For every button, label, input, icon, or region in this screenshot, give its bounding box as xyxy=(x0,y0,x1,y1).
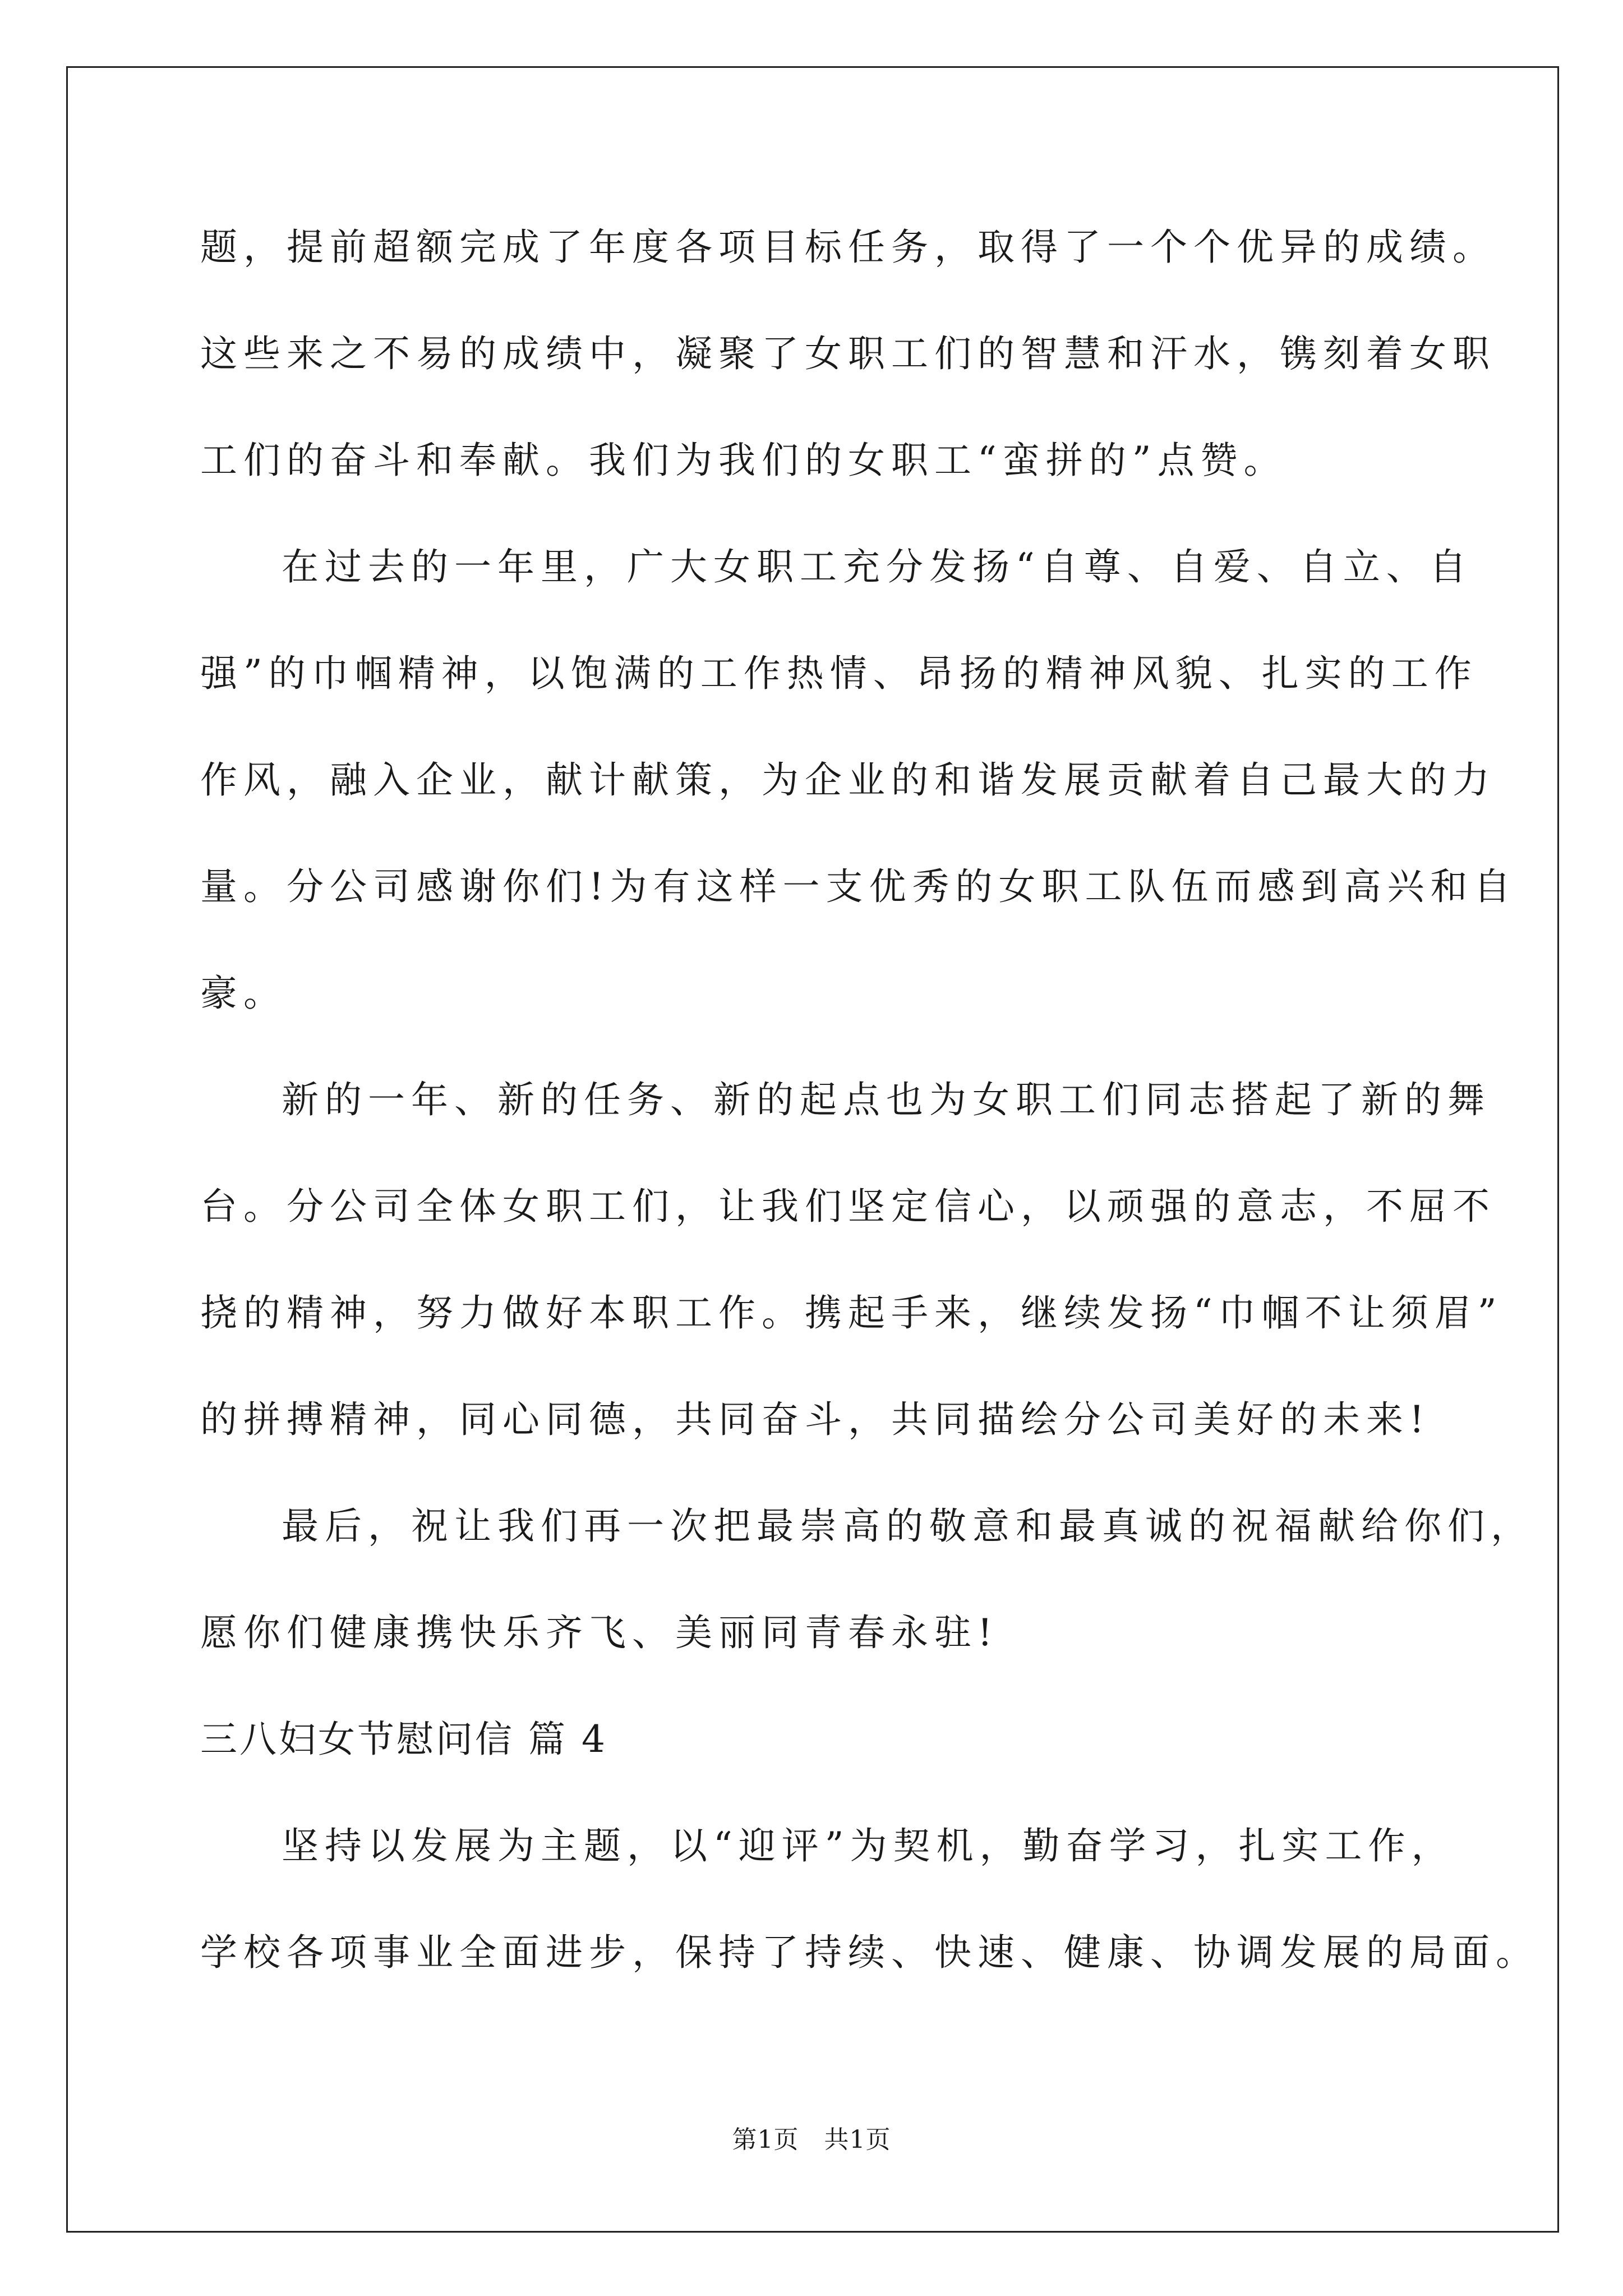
text-line: 新的一年、新的任务、新的起点也为女职工们同志搭起了新的舞 xyxy=(282,1078,1491,1121)
text-line: 作风，融入企业，献计献策，为企业的和谐发展贡献着自己最大的力 xyxy=(200,758,1496,802)
text-line: 愿你们健康携快乐齐飞、美丽同青春永驻! xyxy=(200,1611,999,1654)
text-line: 在过去的一年里，广大女职工充分发扬“自尊、自爱、自立、自 xyxy=(282,545,1473,588)
text-line: 最后，祝让我们再一次把最崇高的敬意和最真诚的祝福献给你们， xyxy=(282,1504,1534,1548)
text-line: 强”的巾帼精神，以饱满的工作热情、昂扬的精神风貌、扎实的工作 xyxy=(200,652,1478,695)
text-line: 豪。 xyxy=(200,972,287,1015)
text-line: 的拼搏精神，同心同德，共同奋斗，共同描绘分公司美好的未来! xyxy=(200,1398,1431,1441)
text-line: 学校各项事业全面进步，保持了持续、快速、健康、协调发展的局面。 xyxy=(200,1931,1539,1974)
text-line: 题，提前超额完成了年度各项目标任务，取得了一个个优异的成绩。 xyxy=(200,226,1496,269)
text-line: 坚持以发展为主题，以“迎评”为契机，勤奋学习，扎实工作， xyxy=(282,1824,1455,1867)
section-heading: 三八妇女节慰问信 篇 4 xyxy=(200,1718,607,1761)
page-number-footer: 第1页 共1页 xyxy=(732,2125,891,2154)
text-line: 这些来之不易的成绩中，凝聚了女职工们的智慧和汗水，镌刻着女职 xyxy=(200,332,1496,375)
page-border xyxy=(66,66,1559,2233)
text-line: 挠的精神，努力做好本职工作。携起手来，继续发扬“巾帼不让须眉” xyxy=(200,1291,1503,1335)
text-line: 量。分公司感谢你们!为有这样一支优秀的女职工队伍而感到高兴和自 xyxy=(200,865,1517,908)
text-line: 工们的奋斗和奉献。我们为我们的女职工“蛮拼的”点赞。 xyxy=(200,439,1287,482)
text-line: 台。分公司全体女职工们，让我们坚定信心，以顽强的意志，不屈不 xyxy=(200,1185,1496,1228)
